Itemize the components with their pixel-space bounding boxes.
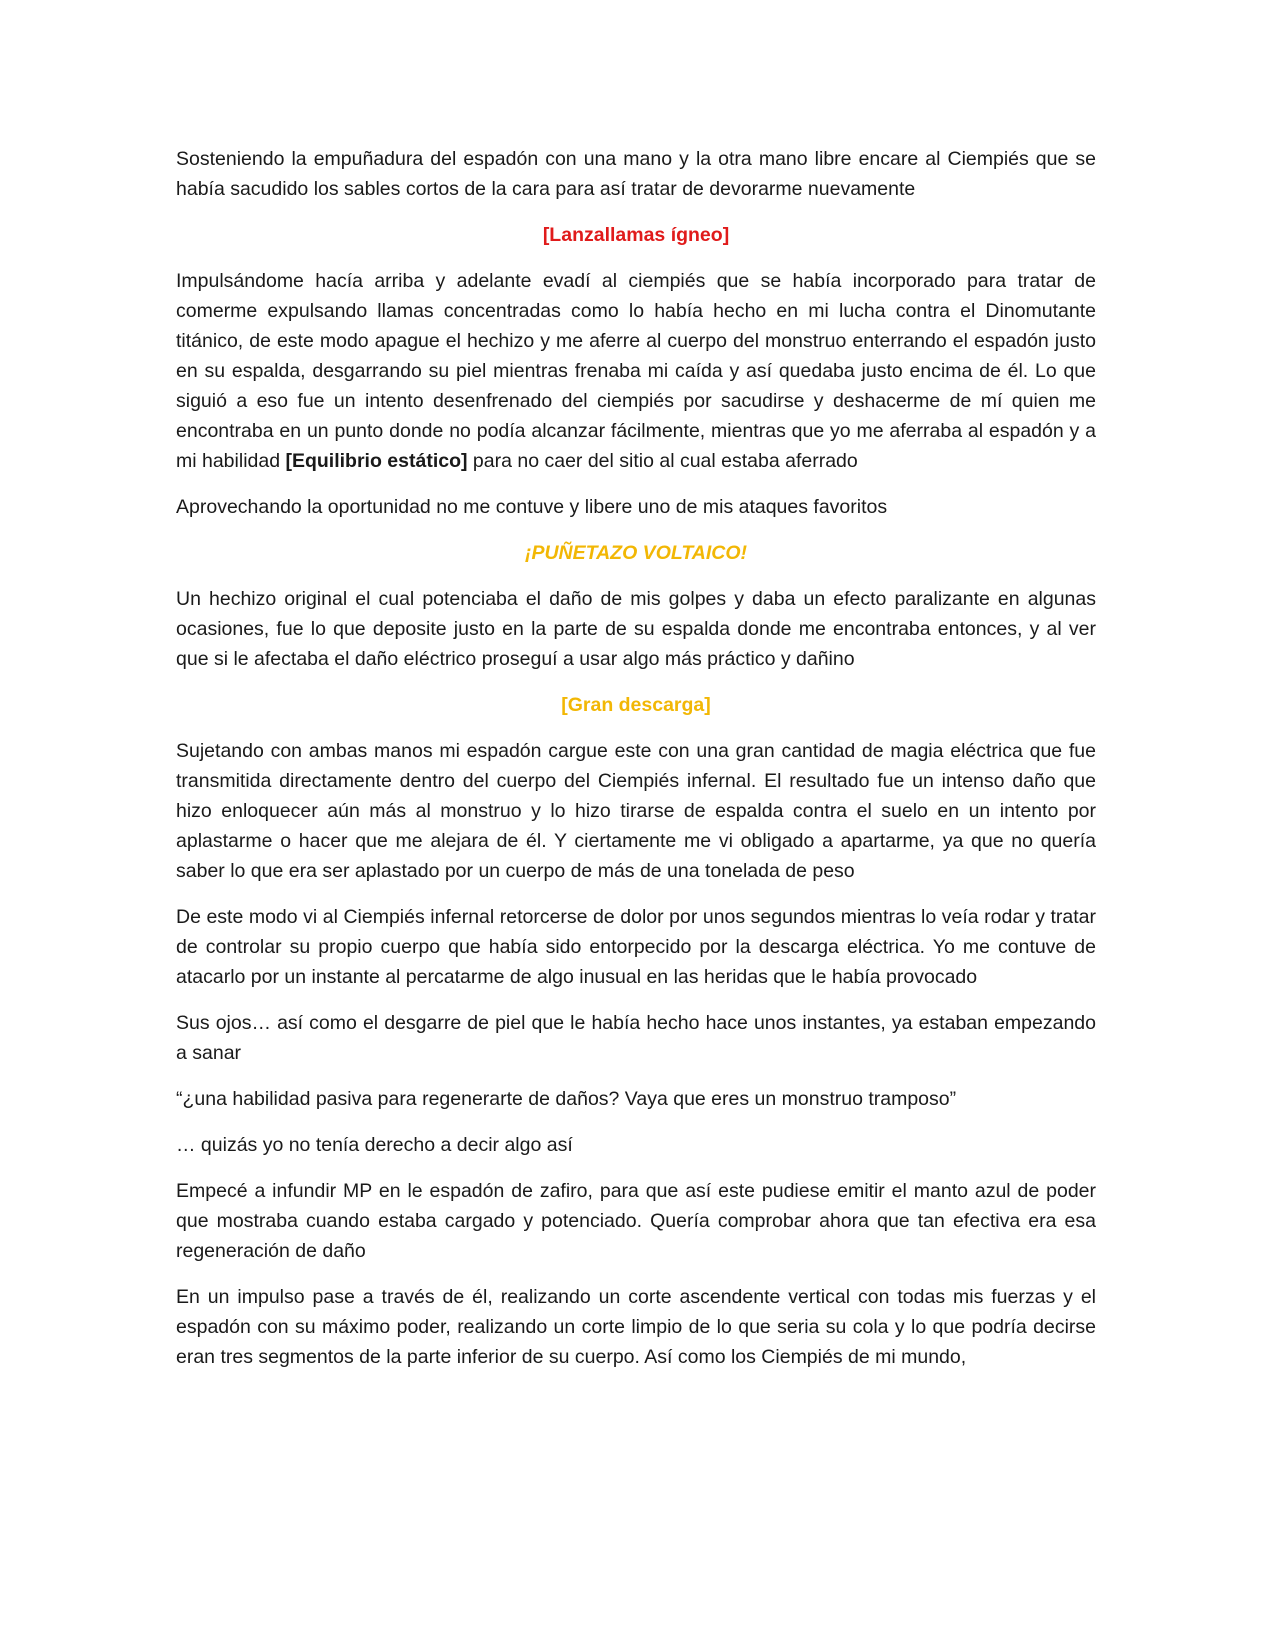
paragraph-11: En un impulso pase a través de él, realizando un corte ascendente vertical con todas mis fuerzas y el espadón con su máximo poder, realizando un corte limpio de lo que seria su cola y lo que podría decirse eran tres segmentos de la parte inferior de su cuerpo. Así como los Ciempiés de mi mundo, <box>176 1286 1096 1368</box>
paragraph-9: … quizás yo no tenía derecho a decir algo así <box>176 1134 573 1156</box>
paragraph-4: Un hechizo original el cual potenciaba el daño de mis golpes y daba un efecto paralizante en algunas ocasiones, fue lo que deposite justo en la parte de su espalda donde me encontraba entonces, y al ver que si le afectaba el daño eléctrico proseguí a usar algo más práctico y dañino <box>176 588 1096 670</box>
paragraph-2-text-a: Impulsándome hacía arriba y adelante evadí al ciempiés que se había incorporado para tratar de comerme expulsando llamas concentradas como lo había hecho en mi lucha contra el Dinomutante titánico, de este modo apague el hechizo y me aferre al cuerpo del monstruo enterrando el espadón justo en su espalda, desgarrando su piel mientras frenaba mi caída y así quedaba justo encima de él. Lo que siguió a eso fue un intento desenfrenado del ciempiés por sacudirse y deshacerme de mí quien me encontraba en un punto donde no podía alcanzar fácilmente, mientras que yo me aferraba al espadón y a mi habilidad <box>176 270 1096 472</box>
paragraph-6: De este modo vi al Ciempiés infernal retorcerse de dolor por unos segundos mientras lo veía rodar y tratar de controlar su propio cuerpo que había sido entorpecido por la descarga eléctrica. Yo me contuve de atacarlo por un instante al percatarme de algo inusual en las heridas que le había provocado <box>176 906 1096 988</box>
heading-lanzallamas: [Lanzallamas ígneo] <box>542 224 730 246</box>
heading-punetazo: ¡PUÑETAZO VOLTAICO! <box>524 542 748 564</box>
paragraph-5: Sujetando con ambas manos mi espadón cargue este con una gran cantidad de magia eléctrica que fue transmitida directamente dentro del cuerpo del Ciempiés infernal. El resultado fue un intenso daño que hizo enloquecer aún más al monstruo y lo hizo tirarse de espalda contra el suelo en un intento por aplastarme o hacer que me alejara de él. Y ciertamente me vi obligado a apartarme, ya que no quería saber lo que era ser aplastado por un cuerpo de más de una tonelada de peso <box>176 740 1096 882</box>
paragraph-7: Sus ojos… así como el desgarre de piel que le había hecho hace unos instantes, ya estaban empezando a sanar <box>176 1012 1096 1064</box>
paragraph-8: “¿una habilidad pasiva para regenerarte de daños? Vaya que eres un monstruo tramposo” <box>176 1088 957 1110</box>
skill-name-equilibrio: [Equilibrio estático] <box>285 450 468 472</box>
document-page <box>176 144 1096 1388</box>
paragraph-10: Empecé a infundir MP en le espadón de zafiro, para que así este pudiese emitir el manto azul de poder que mostraba cuando estaba cargado y potenciado. Quería comprobar ahora que tan efectiva era esa regeneración de daño <box>176 1180 1096 1262</box>
paragraph-3: Aprovechando la oportunidad no me contuve y libere uno de mis ataques favoritos <box>176 496 888 518</box>
paragraph-2-text-b: para no caer del sitio al cual estaba aferrado <box>467 450 858 472</box>
paragraph-2 <box>176 266 1096 476</box>
paragraph-1: Sosteniendo la empuñadura del espadón con una mano y la otra mano libre encare al Ciempiés que se había sacudido los sables cortos de la cara para así tratar de devorarme nuevamente <box>176 148 1096 200</box>
heading-gran-descarga: [Gran descarga] <box>561 694 711 716</box>
